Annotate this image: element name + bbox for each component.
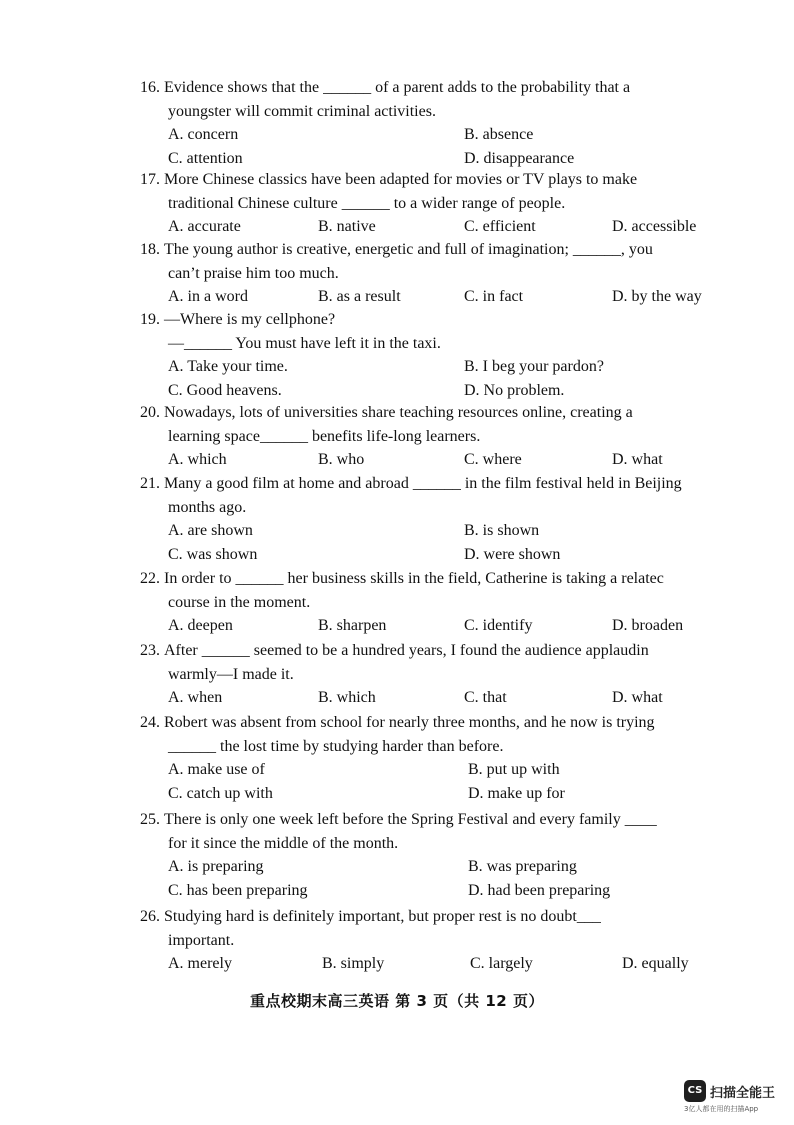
stem-line-2: —______ You must have left it in the taxi. bbox=[168, 334, 441, 352]
question-stem bbox=[140, 711, 718, 758]
options-row bbox=[168, 355, 718, 379]
question-23 bbox=[140, 639, 718, 710]
question-stem bbox=[140, 808, 718, 855]
question-number: 19. bbox=[140, 311, 160, 328]
option-a: A. are shown bbox=[168, 522, 253, 539]
question-number: 23. bbox=[140, 642, 160, 659]
option-a: A. deepen bbox=[168, 617, 233, 634]
stem-line-2: ______ the lost time by studying harder than before. bbox=[168, 737, 504, 755]
options-row bbox=[168, 147, 718, 171]
option-d: D. what bbox=[612, 451, 663, 468]
option-c: C. largely bbox=[470, 955, 533, 972]
option-c: C. that bbox=[464, 689, 507, 706]
stem-line-1: In order to ______ her business skills in the field, Catherine is taking a relatec bbox=[164, 570, 664, 587]
options-row bbox=[168, 543, 718, 567]
option-d: D. broaden bbox=[612, 617, 684, 634]
stem-line-1: There is only one week left before the Spring Festival and every family ____ bbox=[164, 811, 657, 828]
stem-line-2: traditional Chinese culture ______ to a wider range of people. bbox=[168, 194, 566, 212]
option-c: C. in fact bbox=[464, 288, 524, 305]
question-24 bbox=[140, 711, 718, 805]
stem-line-1: —Where is my cellphone? bbox=[164, 311, 336, 328]
question-stem bbox=[140, 472, 718, 519]
option-c: C. where bbox=[464, 451, 522, 468]
question-number: 16. bbox=[140, 79, 160, 96]
option-c: C. identify bbox=[464, 617, 533, 634]
option-b: B. which bbox=[318, 689, 376, 706]
question-number: 21. bbox=[140, 475, 160, 492]
option-d: D. accessible bbox=[612, 218, 697, 235]
question-21 bbox=[140, 472, 718, 566]
watermark-subtitle: 3亿人都在用的扫描App bbox=[684, 1105, 759, 1113]
option-b: B. sharpen bbox=[318, 617, 387, 634]
scanner-watermark bbox=[684, 1080, 784, 1114]
options-row bbox=[168, 952, 718, 976]
option-d: D. No problem. bbox=[464, 381, 565, 399]
option-a: A. which bbox=[168, 451, 227, 468]
stem-line-2: for it since the middle of the month. bbox=[168, 834, 399, 852]
option-b: B. absence bbox=[464, 126, 534, 143]
option-b: B. was preparing bbox=[468, 858, 577, 875]
question-number: 25. bbox=[140, 811, 160, 828]
question-number: 24. bbox=[140, 714, 160, 731]
stem-line-1: Nowadays, lots of universities share teaching resources online, creating a bbox=[164, 404, 633, 421]
question-stem bbox=[140, 168, 718, 215]
question-19 bbox=[140, 308, 718, 402]
stem-line-1: Evidence shows that the ______ of a parent adds to the probability that a bbox=[164, 79, 631, 96]
options-row bbox=[168, 519, 718, 543]
stem-line-1: After ______ seemed to be a hundred years, I found the audience applaudin bbox=[164, 642, 649, 659]
question-stem bbox=[140, 238, 718, 285]
options-row bbox=[168, 285, 718, 309]
question-number: 26. bbox=[140, 908, 160, 925]
question-26 bbox=[140, 905, 718, 976]
option-b: B. put up with bbox=[468, 761, 560, 778]
question-18 bbox=[140, 238, 718, 309]
option-a: A. when bbox=[168, 689, 223, 706]
option-d: D. what bbox=[612, 689, 663, 706]
camscanner-logo-icon: CS bbox=[684, 1080, 706, 1102]
option-c: C. attention bbox=[168, 149, 243, 167]
stem-line-2: months ago. bbox=[168, 498, 247, 516]
option-a: A. in a word bbox=[168, 288, 248, 305]
option-b: B. I beg your pardon? bbox=[464, 358, 604, 375]
option-b: B. as a result bbox=[318, 288, 401, 305]
option-a: A. is preparing bbox=[168, 858, 264, 875]
options-row bbox=[168, 758, 718, 782]
option-d: D. equally bbox=[622, 955, 689, 972]
question-stem bbox=[140, 76, 718, 123]
question-stem bbox=[140, 401, 718, 448]
page-footer: 重点校期末高三英语 第 3 页（共 12 页） bbox=[250, 992, 544, 1010]
option-a: A. concern bbox=[168, 126, 239, 143]
options-row bbox=[168, 123, 718, 147]
question-17 bbox=[140, 168, 718, 239]
question-number: 22. bbox=[140, 570, 160, 587]
options-row bbox=[168, 782, 718, 806]
watermark-title: 扫描全能王 bbox=[710, 1086, 776, 1101]
question-25 bbox=[140, 808, 718, 902]
option-c: C. catch up with bbox=[168, 784, 273, 802]
option-c: C. was shown bbox=[168, 545, 258, 563]
question-number: 18. bbox=[140, 241, 160, 258]
option-b: B. native bbox=[318, 218, 376, 235]
options-row bbox=[168, 215, 718, 239]
options-row bbox=[168, 379, 718, 403]
question-16 bbox=[140, 76, 718, 170]
option-b: B. who bbox=[318, 451, 365, 468]
options-row bbox=[168, 855, 718, 879]
option-c: C. Good heavens. bbox=[168, 381, 282, 399]
question-stem bbox=[140, 308, 718, 355]
question-20 bbox=[140, 401, 718, 472]
question-stem bbox=[140, 567, 718, 614]
option-d: D. had been preparing bbox=[468, 881, 611, 899]
option-d: D. disappearance bbox=[464, 149, 575, 167]
options-row bbox=[168, 614, 718, 638]
stem-line-1: More Chinese classics have been adapted for movies or TV plays to make bbox=[164, 171, 638, 188]
stem-line-1: Studying hard is definitely important, but proper rest is no doubt___ bbox=[164, 908, 601, 925]
question-stem bbox=[140, 639, 718, 686]
option-d: D. by the way bbox=[612, 288, 702, 305]
options-row bbox=[168, 879, 718, 903]
question-stem bbox=[140, 905, 718, 952]
option-b: B. simply bbox=[322, 955, 385, 972]
stem-line-2: important. bbox=[168, 931, 235, 949]
options-row bbox=[168, 686, 718, 710]
stem-line-2: course in the moment. bbox=[168, 593, 311, 611]
option-a: A. merely bbox=[168, 955, 232, 972]
stem-line-2: can’t praise him too much. bbox=[168, 264, 339, 282]
option-a: A. make use of bbox=[168, 761, 265, 778]
option-d: D. make up for bbox=[468, 784, 565, 802]
question-number: 17. bbox=[140, 171, 160, 188]
stem-line-1: The young author is creative, energetic and full of imagination; ______, you bbox=[164, 241, 653, 258]
stem-line-1: Many a good film at home and abroad ______ in the film festival held in Beijing bbox=[164, 475, 682, 492]
stem-line-2: youngster will commit criminal activities. bbox=[168, 102, 436, 120]
option-c: C. efficient bbox=[464, 218, 536, 235]
option-b: B. is shown bbox=[464, 522, 540, 539]
option-a: A. accurate bbox=[168, 218, 241, 235]
option-d: D. were shown bbox=[464, 545, 561, 563]
options-row bbox=[168, 448, 718, 472]
option-a: A. Take your time. bbox=[168, 358, 288, 375]
stem-line-2: warmly—I made it. bbox=[168, 665, 294, 683]
stem-line-2: learning space______ benefits life-long learners. bbox=[168, 427, 481, 445]
question-number: 20. bbox=[140, 404, 160, 421]
question-22 bbox=[140, 567, 718, 638]
option-c: C. has been preparing bbox=[168, 881, 308, 899]
stem-line-1: Robert was absent from school for nearly three months, and he now is trying bbox=[164, 714, 655, 731]
